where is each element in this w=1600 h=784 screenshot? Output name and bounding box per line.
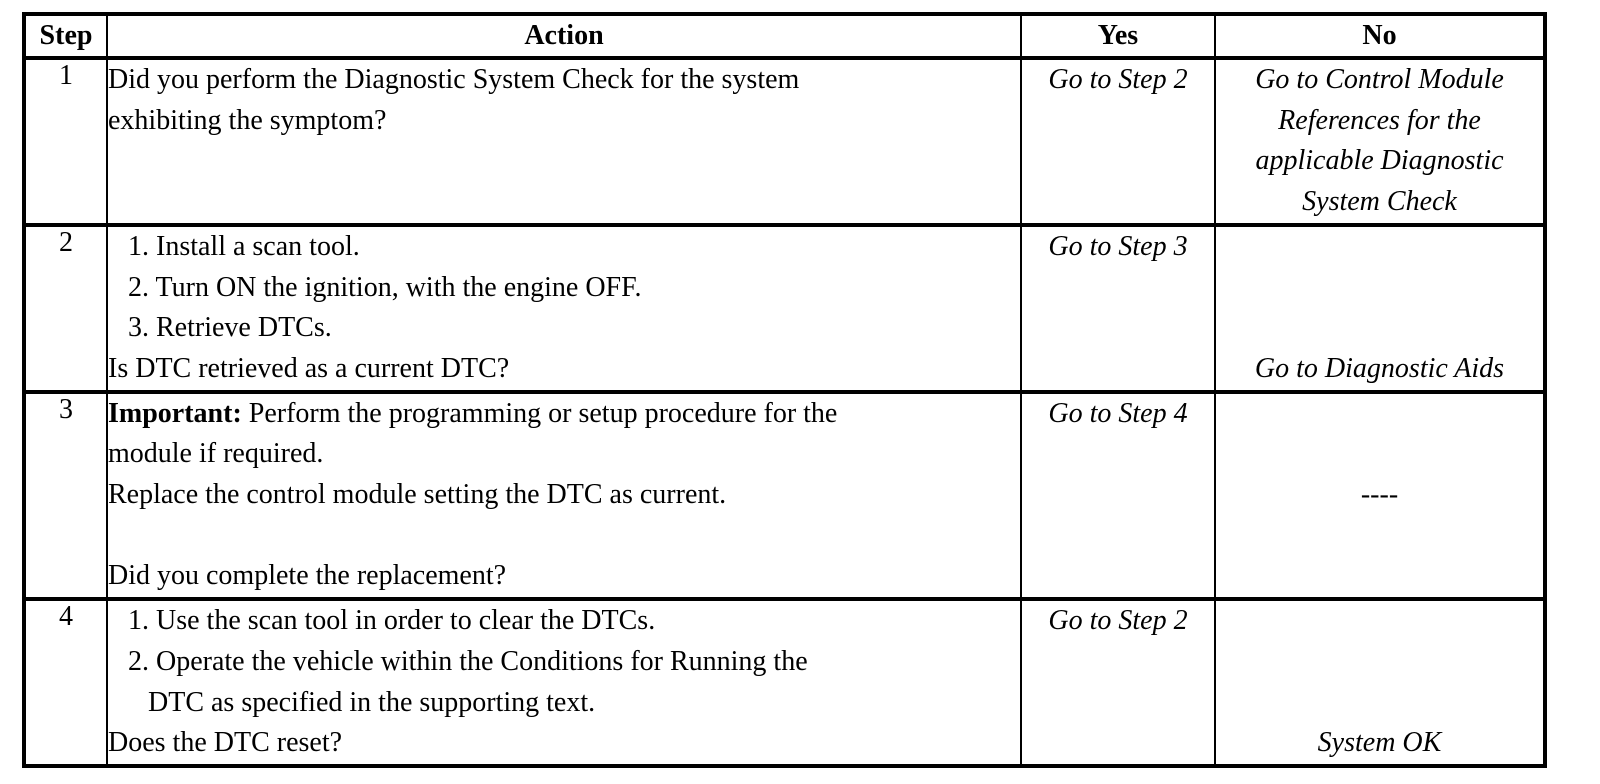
action-cell	[107, 599, 1021, 766]
action-cell	[107, 225, 1021, 392]
header-yes: Yes	[1021, 14, 1215, 58]
header-row	[24, 14, 1545, 58]
table-row	[24, 599, 1545, 766]
step-number: 3	[24, 392, 107, 600]
action-cell	[107, 392, 1021, 600]
action-list-item: 2. Turn ON the ignition, with the engine OFF.	[128, 271, 642, 303]
no-value: ----	[1215, 392, 1545, 600]
action-line: Replace the control module setting the DTC as current.	[108, 479, 727, 511]
no-line: System Check	[1302, 186, 1457, 218]
action-list-item: 1. Use the scan tool in order to clear the DTCs.	[128, 605, 656, 637]
important-text: Perform the programming or setup procedure for the	[241, 397, 838, 429]
yes-link[interactable]: Go to Step 3	[1021, 225, 1215, 392]
action-list-item: 1. Install a scan tool.	[128, 230, 360, 262]
step-number: 1	[24, 58, 107, 225]
header-action: Action	[107, 14, 1021, 58]
action-list-item: 2. Operate the vehicle within the Conditions for Running the	[128, 645, 808, 677]
action-question: Does the DTC reset?	[108, 727, 343, 759]
no-line: References for the	[1278, 104, 1481, 136]
diagnostic-table	[22, 12, 1547, 768]
action-question: Did you complete the replacement?	[108, 560, 507, 592]
action-question: Is DTC retrieved as a current DTC?	[108, 352, 510, 384]
action-line: Did you perform the Diagnostic System Check for the system	[108, 64, 800, 95]
yes-link[interactable]: Go to Step 2	[1021, 58, 1215, 225]
table-row	[24, 392, 1545, 600]
header-step: Step	[24, 14, 107, 58]
no-line: applicable Diagnostic	[1255, 145, 1504, 177]
important-label: Important:	[108, 397, 242, 429]
step-number: 2	[24, 225, 107, 392]
no-value: System OK	[1215, 599, 1545, 766]
step-number: 4	[24, 599, 107, 766]
action-list-item-continued: DTC as specified in the supporting text.	[148, 686, 596, 718]
header-no: No	[1215, 14, 1545, 58]
no-link[interactable]: Go to Diagnostic Aids	[1215, 225, 1545, 392]
action-line: module if required.	[108, 438, 324, 470]
no-line: Go to Control Module	[1255, 64, 1504, 95]
blank-line	[108, 516, 1020, 557]
action-list-item: 3. Retrieve DTCs.	[128, 312, 332, 344]
yes-link[interactable]: Go to Step 4	[1021, 392, 1215, 600]
yes-link[interactable]: Go to Step 2	[1021, 599, 1215, 766]
action-cell	[107, 58, 1021, 225]
important-note	[108, 394, 1020, 435]
action-line: exhibiting the symptom?	[108, 104, 387, 136]
no-cell[interactable]	[1215, 58, 1545, 225]
table-row	[24, 58, 1545, 225]
table-row	[24, 225, 1545, 392]
